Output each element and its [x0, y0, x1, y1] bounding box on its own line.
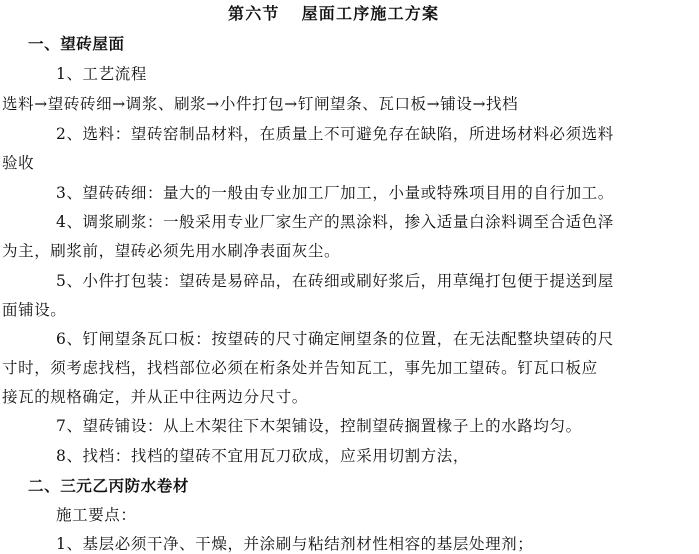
- item6-line3: 接瓦的规格确定，并从正中往两边分尺寸。: [2, 388, 308, 406]
- heading-part1: 一、望砖屋面: [28, 34, 125, 53]
- section-number: 第六节: [228, 4, 280, 23]
- part2-item1: 1、基层必须干净、干燥，并涂刷与粘结剂材性相容的基层处理剂；: [56, 535, 534, 553]
- process-flow: 选料→望砖砖细→调浆、刷浆→小件打包→钉闸望条、瓦口板→铺设→找档: [2, 95, 519, 113]
- heading-part2: 二、三元乙丙防水卷材: [28, 476, 190, 495]
- item3: 3、望砖砖细：量大的一般由专业加工厂加工，小量或特殊项目用的自行加工。: [56, 184, 614, 202]
- section-name: 屋面工序施工方案: [301, 4, 440, 23]
- item2-line2: 验收: [2, 154, 35, 172]
- item4-line1: 4、调浆刷浆：一般采用专业厂家生产的黑涂料，掺入适量白涂料调至合适色泽: [56, 213, 614, 231]
- item4-line2: 为主，刷浆前，望砖必须先用水刷净表面灰尘。: [2, 242, 341, 260]
- item5-line2: 面铺设。: [2, 301, 67, 319]
- item7: 7、望砖铺设：从上木架往下木架铺设，控制望砖搁置椽子上的水路均匀。: [56, 417, 582, 435]
- item2-line1: 2、选料：望砖窑制品材料，在质量上不可避免存在缺陷，所进场材料必须选料: [56, 125, 614, 143]
- item6-line1: 6、钉闸望条瓦口板：按望砖的尺寸确定闸望条的位置，在无法配整块望砖的尺: [56, 330, 614, 348]
- item8: 8、找档：找档的望砖不宜用瓦刀砍成，应采用切割方法，: [56, 447, 469, 465]
- item6-line2: 寸时，须考虑找档，找档部位必须在桁条处并告知瓦工，事先加工望砖。钉瓦口板应: [2, 359, 598, 377]
- item5-line1: 5、小件打包装：望砖是易碎品，在砖细或刷好浆后，用草绳打包便于提送到屋: [56, 272, 614, 290]
- item1-title: 1、工艺流程: [56, 65, 147, 83]
- subheading-construction-points: 施工要点：: [56, 506, 137, 524]
- section-title: [228, 4, 439, 24]
